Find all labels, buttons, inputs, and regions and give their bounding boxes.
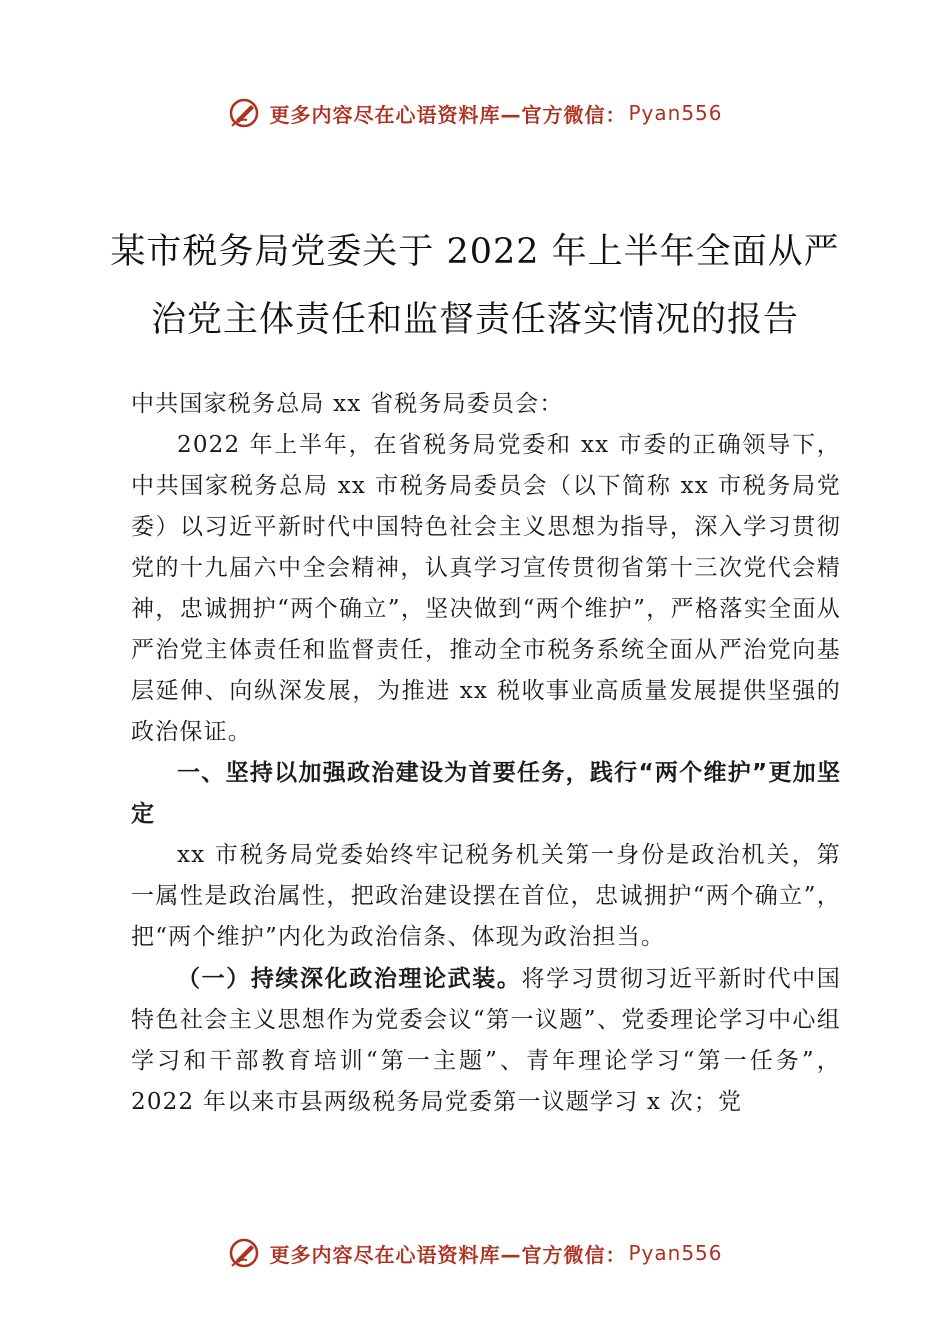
- subsection-1-heading: （一）持续深化政治理论武装。: [177, 965, 522, 992]
- document-title: [100, 218, 850, 354]
- salutation: 中共国家税务总局 xx 省税务局委员会：: [131, 391, 564, 417]
- pen-logo-icon: [227, 96, 261, 130]
- document-body: [131, 384, 841, 1123]
- watermark-wechat-id: Pyan556: [628, 1241, 723, 1265]
- watermark-text: 更多内容尽在心语资料库—官方微信：: [269, 1242, 627, 1267]
- title-line-1: 某市税务局党委关于 2022 年上半年全面从严: [110, 232, 840, 272]
- pen-logo-icon: [227, 1236, 261, 1270]
- watermark-banner-top: [0, 96, 950, 130]
- title-line-2: 治党主体责任和监督责任落实情况的报告: [150, 300, 799, 340]
- watermark-text: 更多内容尽在心语资料库—官方微信：: [269, 102, 627, 127]
- paragraph-intro: 2022 年上半年，在省税务局党委和 xx 市委的正确领导下，中共国家税务总局 xx 市税务局委员会（以下简称 xx 市税务局党委）以习近平新时代中国特色社会主义思想为指导，深入学习贯彻党的十九届六中全会精神，认真学习宣传贯彻省第十三次党代会精神，忠诚拥护“两个确立”，坚决做到“两个维护”，严格落实全面从严治党主体责任和监督责任，推动全市税务系统全面从严治党向基层延伸、向纵深发展，为推进 xx 税收事业高质量发展提供坚强的政治保证。: [131, 432, 841, 745]
- watermark-wechat-id: Pyan556: [628, 101, 723, 125]
- paragraph-section-1: xx 市税务局党委始终牢记税务机关第一身份是政治机关，第一属性是政治属性，把政治建设摆在首位，忠诚拥护“两个确立”，把“两个维护”内化为政治信条、体现为政治担当。: [131, 842, 841, 950]
- paragraph-subsection-1: [131, 958, 841, 1123]
- subsection-1-text: 将学习贯彻习近平新时代中国特色社会主义思想作为党委会议“第一议题”、党委理论学习中心组学习和干部教育培训“第一主题”、青年理论学习“第一任务”，2022 年以来市县两级税务局党委第一议题学习 x 次；党: [131, 966, 841, 1115]
- watermark-banner-bottom: [0, 1236, 950, 1270]
- section-1-heading: 一、坚持以加强政治建设为首要任务，践行“两个维护”更加坚定: [131, 760, 841, 827]
